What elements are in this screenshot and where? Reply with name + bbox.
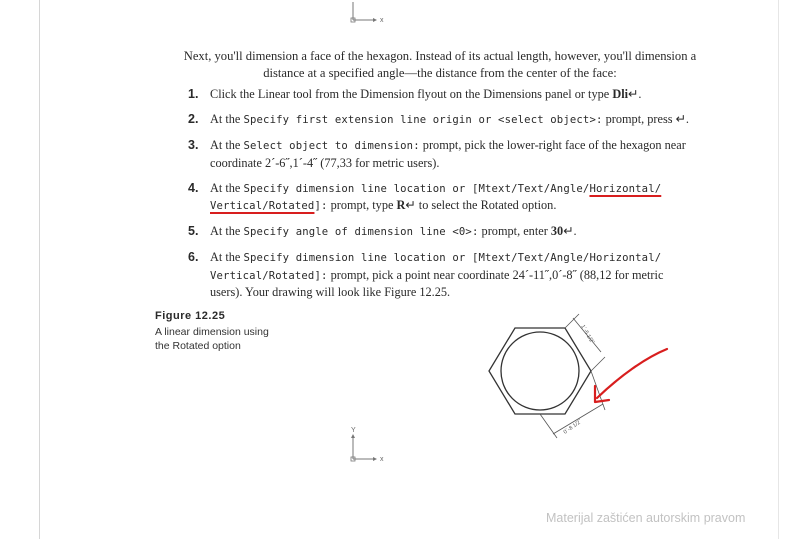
- red-arrow-annotation: [597, 349, 667, 398]
- step-text-segment: At the: [210, 250, 244, 265]
- step-text-segment: ↵.: [563, 224, 577, 239]
- step-text-segment: At the: [210, 180, 244, 195]
- step-text-segment: prompt, type: [327, 198, 397, 213]
- bottom-ucs-axis-icon: [345, 424, 395, 464]
- upper-dimension-text: 1´-5 1/2˝: [579, 324, 595, 346]
- figure-drawing: [455, 296, 695, 476]
- step-text-segment: ]:: [314, 200, 328, 213]
- step-text-segment: prompt, press ↵.: [602, 112, 689, 127]
- step-item: [188, 223, 698, 240]
- step-item: [188, 137, 698, 170]
- figure-title: Figure 12.25: [155, 310, 226, 322]
- top-ucs-axis-icon: [345, 0, 395, 30]
- step-text-segment: Click the Linear tool from the Dimension flyout on the Dimensions panel or type: [210, 87, 613, 101]
- steps-list: [188, 86, 698, 309]
- step-number: 2.: [188, 112, 199, 127]
- step-text-segment: R: [396, 198, 406, 213]
- step-text-segment: ↵ to select the Rotated option.: [405, 198, 557, 213]
- step-number: 3.: [188, 138, 199, 153]
- step-number: 6.: [188, 250, 199, 265]
- step-text-segment: ↵.: [628, 87, 642, 101]
- step-item: [188, 180, 698, 214]
- step-text-segment: Specify dimension line location or [Mtext/Text/Angle/Horizontal/ Vertical/Rotated]:: [210, 252, 662, 282]
- intro-paragraph: Next, you'll dimension a face of the hexagon. Instead of its actual length, however, you'll dimension a distance at a specified angle—the distance from the center of the face:: [183, 49, 697, 80]
- figure-caption: [155, 310, 275, 353]
- page-left-edge: [39, 0, 40, 539]
- step-text-segment: prompt, pick the lower-right face of the hexagon near coordinate 2´-6˝,1´-4˝ (77,33 for metric users).: [210, 138, 686, 170]
- step-text-segment: Specify dimension line location or [Mtext/Text/Angle/: [243, 182, 590, 195]
- figure-description: A linear dimension using the Rotated option: [155, 326, 269, 352]
- step-text-segment: prompt, enter: [478, 224, 551, 239]
- step-text-segment: Select object to dimension:: [243, 140, 420, 153]
- step-text-segment: prompt, pick a point near coordinate 24´-11˝,0´-8˝ (88,12 for metric users). Your drawing will look like Figure 12.25.: [210, 267, 664, 299]
- lower-dimension-text: 0´-8 1/2˝: [562, 418, 584, 436]
- step-text-segment: Specify angle of dimension line <0>:: [243, 226, 479, 239]
- step-text-segment: At the: [210, 138, 244, 153]
- bottom-axis-y-label: Y: [351, 427, 356, 434]
- underlined-prompt-text: Horizontal/: [589, 182, 662, 195]
- underlined-prompt-text: Vertical/Rotated: [210, 200, 315, 213]
- step-text-segment: Specify first extension line origin or <select object>:: [243, 114, 603, 127]
- page-right-edge: [778, 0, 779, 539]
- step-number: 4.: [188, 180, 199, 195]
- step-text: [210, 137, 698, 170]
- top-axis-x-label: x: [380, 17, 384, 24]
- step-text-segment: At the: [210, 112, 244, 127]
- copyright-watermark: Materijal zaštićen autorskim pravom: [546, 511, 746, 525]
- step-text: [210, 180, 698, 214]
- step-number: 5.: [188, 224, 199, 239]
- step-number: 1.: [188, 87, 199, 101]
- inner-circle: [501, 332, 579, 410]
- step-item: [188, 249, 698, 300]
- step-text: [210, 223, 698, 240]
- step-item: [188, 111, 698, 128]
- step-text-segment: 30: [550, 224, 564, 239]
- bottom-axis-x-label: x: [380, 456, 384, 463]
- hexagon-shape: [489, 328, 591, 414]
- step-text-segment: At the: [210, 224, 244, 239]
- step-text: [210, 249, 698, 300]
- step-text-segment: Dli: [612, 87, 629, 101]
- step-text: [210, 111, 698, 128]
- step-text: [210, 86, 698, 102]
- step-item: [188, 86, 698, 102]
